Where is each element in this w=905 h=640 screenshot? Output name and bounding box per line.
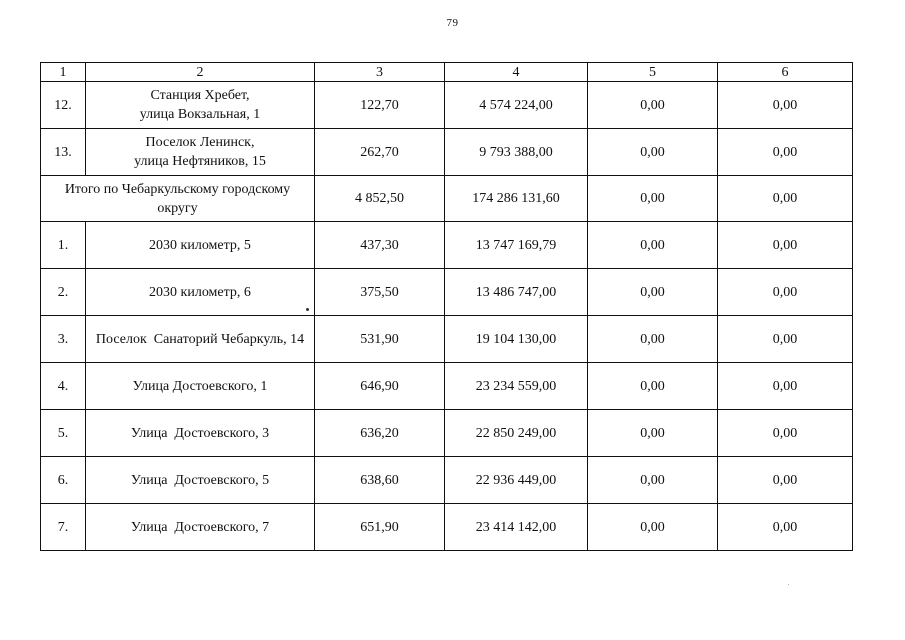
address-cell: Улица Достоевского, 7 [86,504,315,551]
value-cell: 0,00 [718,504,853,551]
total-value-cell: 174 286 131,60 [445,176,588,222]
address-cell: Улица Достоевского, 3 [86,410,315,457]
value-cell: 19 104 130,00 [445,316,588,363]
value-cell: 0,00 [588,410,718,457]
value-cell: 375,50 [315,269,445,316]
data-table [40,62,853,551]
value-cell: 23 414 142,00 [445,504,588,551]
value-cell: 646,90 [315,363,445,410]
table-row [41,316,853,363]
address-cell [86,82,315,129]
page-number: 79 [446,17,459,29]
scan-speck [306,308,309,311]
total-row [41,176,853,222]
value-cell: 0,00 [718,363,853,410]
row-number-cell: 1. [41,222,86,269]
value-cell: 13 486 747,00 [445,269,588,316]
address-cell: Поселок Санаторий Чебаркуль, 14 [86,316,315,363]
column-number-cell: 1 [41,63,86,82]
value-cell: 0,00 [588,457,718,504]
total-value-cell: 0,00 [588,176,718,222]
value-cell: 638,60 [315,457,445,504]
table-row [41,504,853,551]
value-cell: 0,00 [718,222,853,269]
row-number-cell: 3. [41,316,86,363]
row-number-cell: 5. [41,410,86,457]
table-row [41,457,853,504]
value-cell: 122,70 [315,82,445,129]
row-number-cell: 13. [41,129,86,176]
value-cell: 13 747 169,79 [445,222,588,269]
address-cell: Улица Достоевского, 5 [86,457,315,504]
value-cell: 22 936 449,00 [445,457,588,504]
row-number-cell: 4. [41,363,86,410]
value-cell: 262,70 [315,129,445,176]
value-cell: 651,90 [315,504,445,551]
value-cell: 531,90 [315,316,445,363]
table-row [41,82,853,129]
address-cell [86,129,315,176]
table-row [41,363,853,410]
value-cell: 0,00 [588,222,718,269]
value-cell: 0,00 [588,269,718,316]
total-label-line: Итого по Чебаркульскому городскому [64,181,291,197]
address-cell: 2030 километр, 5 [86,222,315,269]
table-row [41,222,853,269]
table-row [41,129,853,176]
value-cell: 0,00 [718,269,853,316]
scan-speck [788,584,789,585]
column-number-cell: 3 [315,63,445,82]
value-cell: 0,00 [588,504,718,551]
total-value-cell: 4 852,50 [315,176,445,222]
address-line: Поселок Ленинск, [145,135,255,150]
column-number-cell: 2 [86,63,315,82]
address-cell: 2030 километр, 6 [86,269,315,316]
row-number-cell: 2. [41,269,86,316]
value-cell: 9 793 388,00 [445,129,588,176]
value-cell: 0,00 [718,457,853,504]
value-cell: 0,00 [718,82,853,129]
total-label-cell [41,176,315,222]
column-number-cell: 6 [718,63,853,82]
value-cell: 636,20 [315,410,445,457]
value-cell: 0,00 [588,316,718,363]
value-cell: 0,00 [718,410,853,457]
address-line: улица Нефтяников, 15 [134,154,266,169]
value-cell: 0,00 [588,363,718,410]
value-cell: 0,00 [718,129,853,176]
table-row [41,410,853,457]
total-value-cell: 0,00 [718,176,853,222]
address-line: Станция Хребет, [150,88,250,103]
value-cell: 0,00 [718,316,853,363]
value-cell: 437,30 [315,222,445,269]
total-label-line: округу [157,200,198,216]
column-number-cell: 4 [445,63,588,82]
row-number-cell: 6. [41,457,86,504]
value-cell: 0,00 [588,82,718,129]
row-number-cell: 7. [41,504,86,551]
value-cell: 22 850 249,00 [445,410,588,457]
value-cell: 23 234 559,00 [445,363,588,410]
address-line: улица Вокзальная, 1 [139,107,261,122]
value-cell: 0,00 [588,129,718,176]
value-cell: 4 574 224,00 [445,82,588,129]
address-cell: Улица Достоевского, 1 [86,363,315,410]
column-number-row [41,63,853,82]
row-number-cell: 12. [41,82,86,129]
column-number-cell: 5 [588,63,718,82]
table-row [41,269,853,316]
